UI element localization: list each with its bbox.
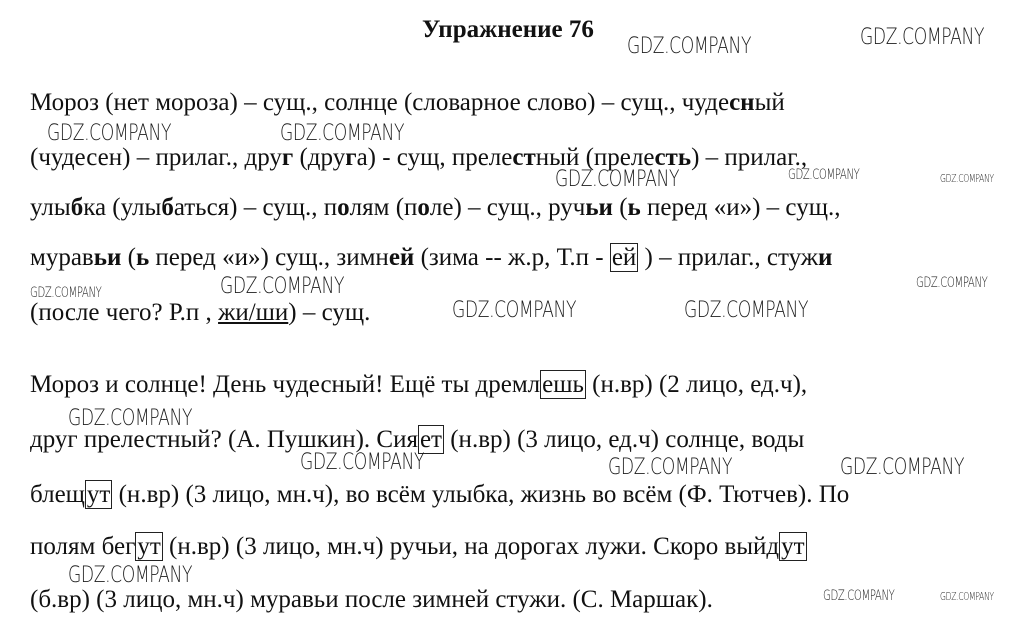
boxed-ending: ет	[419, 426, 442, 453]
text-run: (дру	[293, 144, 346, 171]
text-run: ный (преле	[535, 144, 655, 171]
text-run: Мороз (нет мороза) – сущ., солнце (словарное слово) – сущ., чуде	[30, 89, 730, 116]
text-run: перед «и») – сущ.,	[640, 194, 841, 221]
bold-letters: б	[70, 194, 84, 221]
bold-letters: г	[345, 144, 357, 171]
watermark-text: GDZ.COMPANY	[627, 34, 752, 59]
text-run: аться) – сущ., п	[173, 194, 338, 221]
watermark-text: GDZ.COMPANY	[30, 285, 102, 301]
bold-letters: сн	[729, 89, 755, 116]
watermark-text: GDZ.COMPANY	[916, 275, 988, 291]
watermark-text: GDZ.COMPANY	[47, 121, 172, 146]
watermark-text: GDZ.COMPANY	[840, 455, 965, 480]
text-line	[30, 143, 807, 173]
text-line	[30, 370, 807, 400]
exercise-title: Упражнение 76	[422, 16, 594, 43]
text-run: (н.вр) (2 лицо, ед.ч),	[585, 371, 808, 398]
watermark-text: GDZ.COMPANY	[608, 455, 733, 480]
text-line	[30, 193, 840, 223]
bold-letters: ст	[512, 144, 536, 171]
watermark-text: GDZ.COMPANY	[823, 588, 895, 604]
text-run: (н.вр) (3 лицо, ед.ч) солнце, воды	[443, 426, 805, 453]
bold-letters: ь	[135, 244, 150, 271]
watermark-text: GDZ.COMPANY	[68, 563, 193, 588]
bold-letters: ьи	[93, 244, 122, 271]
boxed-ending: ешь	[542, 371, 584, 398]
bold-letters: ей	[388, 244, 415, 271]
bold-letters: о	[417, 194, 430, 221]
bold-letters: г	[281, 144, 294, 171]
text-line	[30, 298, 370, 328]
bold-letters: б	[161, 194, 174, 221]
watermark-text: GDZ.COMPANY	[280, 121, 405, 146]
text-run: блещ	[30, 481, 85, 508]
boxed-ending: ут	[781, 533, 805, 560]
text-run: (чудесен) – прилаг., дру	[30, 144, 282, 171]
text-run: перед «и») сущ., зимн	[149, 244, 389, 271]
text-run: (после чего? Р.п ,	[30, 299, 219, 326]
watermark-text: GDZ.COMPANY	[788, 167, 860, 183]
text-run: (н.вр) (3 лицо, мн.ч), во всём улыбка, жизнь во всём (Ф. Тютчев). По	[112, 481, 850, 508]
text-run: ка (улы	[83, 194, 162, 221]
text-run: мурав	[30, 244, 94, 271]
bold-letters: и	[818, 244, 833, 271]
watermark-text: GDZ.COMPANY	[68, 406, 193, 431]
watermark-text: GDZ.COMPANY	[860, 25, 985, 50]
text-run: (н.вр) (3 лицо, мн.ч) ручьи, на дорогах лужи. Скоро выйд	[162, 533, 780, 560]
bold-letters: ь	[627, 194, 641, 221]
watermark-text: GDZ.COMPANY	[300, 450, 425, 475]
text-run: (	[121, 244, 136, 271]
text-line	[30, 585, 713, 615]
text-run: (	[612, 194, 628, 221]
text-run: ый	[754, 89, 785, 116]
boxed-ending: ут	[137, 533, 161, 560]
bold-letters: ьи	[585, 194, 613, 221]
text-run: ) – сущ.	[288, 299, 371, 326]
text-line	[30, 243, 832, 273]
watermark-text: GDZ.COMPANY	[555, 167, 680, 192]
text-run: полям бег	[30, 533, 136, 560]
watermark-text: GDZ.COMPANY	[940, 590, 994, 603]
text-line	[30, 532, 807, 562]
text-run: друг прелестный? (А. Пушкин). Сия	[30, 426, 418, 453]
boxed-ending: ей	[611, 244, 637, 271]
text-run: (зима -- ж.р, Т.п -	[414, 244, 610, 271]
text-line	[30, 480, 849, 510]
text-run: а) - сущ, преле	[356, 144, 513, 171]
text-run: Мороз и солнце! День чудесный! Ещё ты дремл	[30, 371, 541, 398]
text-line	[30, 88, 785, 118]
bold-letters: сть	[654, 144, 692, 171]
watermark-text: GDZ.COMPANY	[220, 274, 345, 299]
text-run: ) – прилаг., стуж	[638, 244, 819, 271]
text-run: лям (п	[349, 194, 418, 221]
text-run: улы	[30, 194, 71, 221]
watermark-text: GDZ.COMPANY	[452, 298, 577, 323]
text-run: ) – прилаг.,	[691, 144, 808, 171]
text-run: (б.вр) (3 лицо, мн.ч) муравьи после зимней стужи. (С. Маршак).	[30, 586, 713, 613]
bold-letters: о	[337, 194, 350, 221]
underlined-letters: жи/ши	[218, 299, 289, 326]
watermark-text: GDZ.COMPANY	[684, 298, 809, 323]
watermark-text: GDZ.COMPANY	[940, 172, 994, 185]
text-run: ле) – сущ., руч	[429, 194, 586, 221]
boxed-ending: ут	[86, 481, 111, 508]
